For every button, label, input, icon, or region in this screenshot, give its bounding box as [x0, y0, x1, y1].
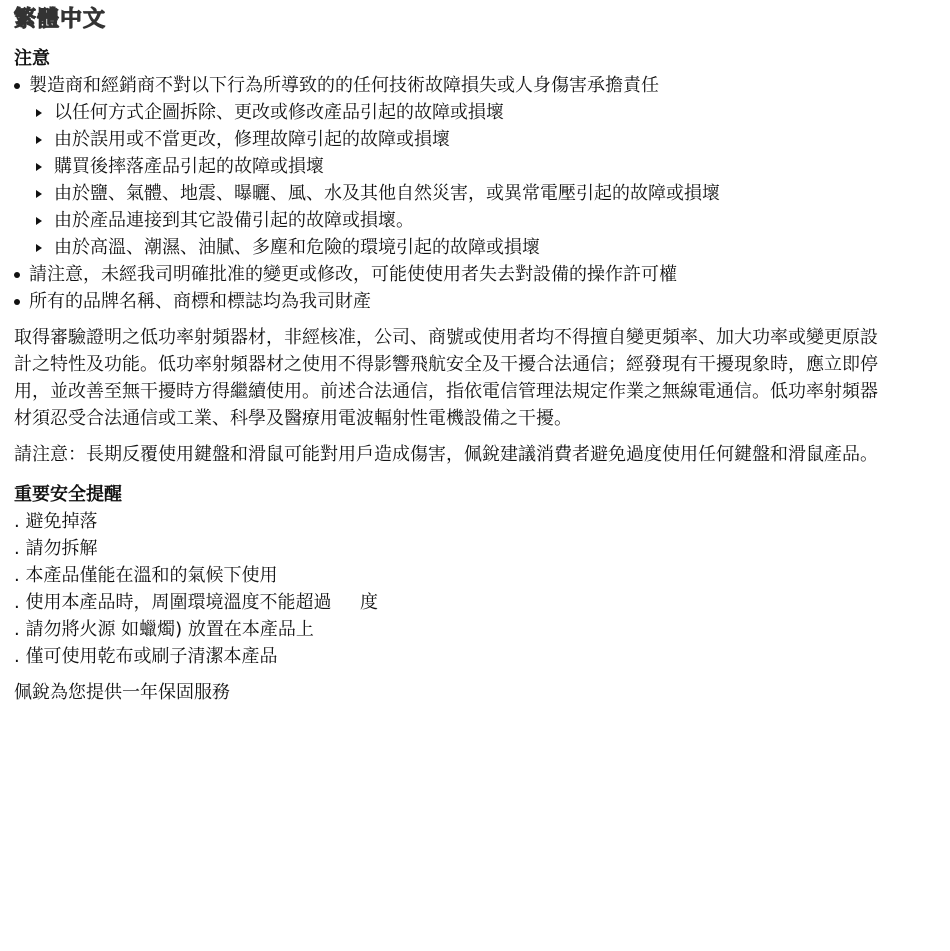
safety-item: . 使用本產品時，周圍環境溫度不能超過 度	[14, 592, 379, 613]
notice-bullet-trademark	[14, 288, 894, 315]
warranty-text: 佩銳為您提供一年保固服務	[14, 682, 230, 703]
bullet-text: 製造商和經銷商不對以下行為所導致的的任何技術故障損失或人身傷害承擔責任	[29, 75, 659, 96]
triangle-bullet-icon	[36, 136, 42, 144]
safety-section	[14, 482, 894, 670]
notice-sub-item	[14, 180, 894, 207]
safety-item: . 僅可使用乾布或刷子清潔本產品	[14, 646, 278, 667]
sub-item-text: 由於產品連接到其它設備引起的故障或損壞。	[54, 210, 414, 231]
notice-bullet-modification	[14, 261, 894, 288]
rf-regulation-paragraph: 取得審驗證明之低功率射頻器材，非經核准，公司、商號或使用者均不得擅自變更頻率、加大功率或變更原設計之特性及功能。低功率射頻器材之使用不得影響飛航安全及干擾合法通信；經發現有干擾現象時，應立即停用，並改善至無干擾時方得繼續使用。前述合法通信，指依電信管理法規定作業之無線電通信。低功率射頻器材須忍受合法通信或工業、科學及醫療用電波輻射性電機設備之干擾。	[14, 327, 878, 429]
sub-item-text: 購買後摔落產品引起的故障或損壞	[54, 156, 324, 177]
notice-section	[14, 46, 894, 315]
sub-item-text: 以任何方式企圖拆除、更改或修改產品引起的故障或損壞	[54, 102, 504, 123]
bullet-dot-icon	[14, 272, 20, 278]
notice-sub-item	[14, 207, 894, 234]
safety-item: . 請勿拆解	[14, 538, 98, 559]
triangle-bullet-icon	[36, 163, 42, 171]
notice-sub-item	[14, 99, 894, 126]
bullet-text: 所有的品牌名稱、商標和標誌均為我司財產	[29, 291, 371, 312]
triangle-bullet-icon	[36, 217, 42, 225]
sub-item-text: 由於鹽、氣體、地震、曝曬、風、水及其他自然災害，或異常電壓引起的故障或損壞	[54, 183, 720, 204]
ergonomic-warning-paragraph: 請注意：長期反覆使用鍵盤和滑鼠可能對用戶造成傷害，佩銳建議消費者避免過度使用任何鍵盤和滑鼠產品。	[14, 444, 878, 465]
triangle-bullet-icon	[36, 190, 42, 198]
bullet-dot-icon	[14, 299, 20, 305]
notice-bullet-liability	[14, 72, 894, 99]
triangle-bullet-icon	[36, 109, 42, 117]
sub-item-text: 由於高溫、潮濕、油膩、多塵和危險的環境引起的故障或損壞	[54, 237, 540, 258]
language-title: 繁體中文	[14, 7, 107, 32]
safety-item: . 避免掉落	[14, 511, 98, 532]
bullet-text: 請注意，未經我司明確批准的變更或修改，可能使使用者失去對設備的操作許可權	[29, 264, 677, 285]
notice-sub-item	[14, 153, 894, 180]
safety-item: . 請勿將火源 如蠟燭) 放置在本產品上	[14, 619, 314, 640]
notice-sub-item	[14, 126, 894, 153]
document-page	[14, 6, 894, 706]
bullet-dot-icon	[14, 83, 20, 89]
triangle-bullet-icon	[36, 244, 42, 252]
safety-item: . 本產品僅能在溫和的氣候下使用	[14, 565, 278, 586]
sub-item-text: 由於誤用或不當更改，修理故障引起的故障或損壞	[54, 129, 450, 150]
notice-sub-item	[14, 234, 894, 261]
safety-heading: 重要安全提醒	[14, 484, 122, 505]
notice-heading: 注意	[14, 48, 50, 69]
